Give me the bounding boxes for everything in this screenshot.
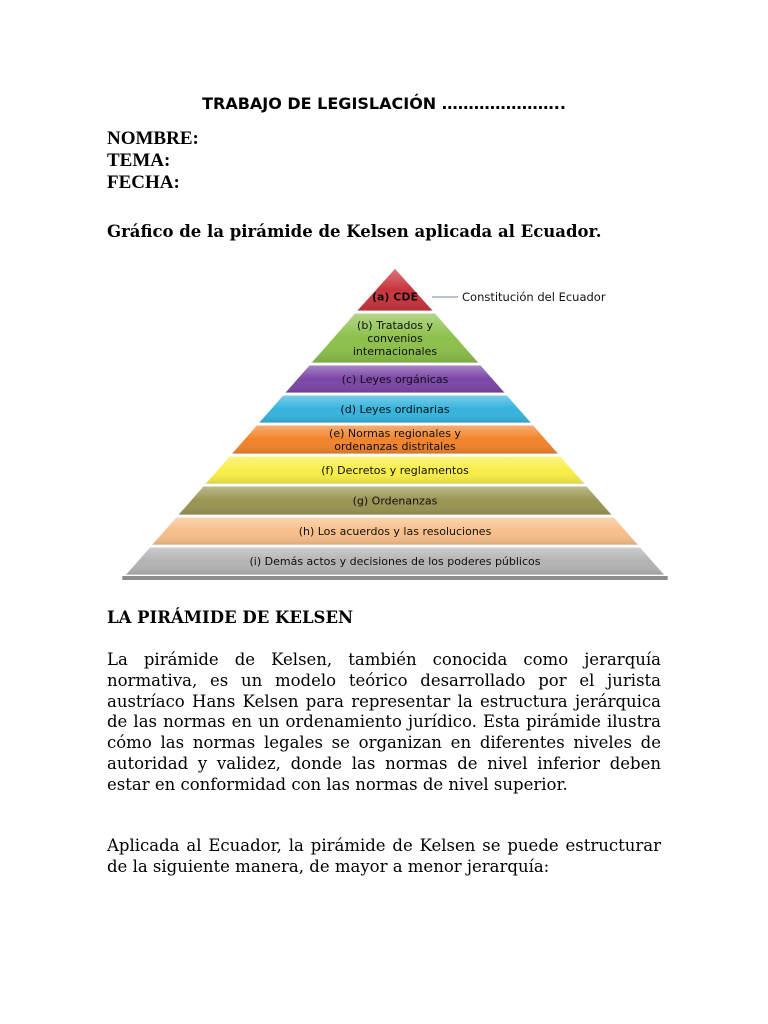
pyramid-level-label-2-2: convenios: [367, 332, 423, 345]
pyramid-level-label-2-1: (b) Tratados y: [357, 319, 433, 332]
pyramid-level-label-9-1: (i) Demás actos y decisiones de los poderes públicos: [249, 555, 541, 568]
callout-label: Constitución del Ecuador: [462, 290, 606, 304]
field-nombre: NOMBRE:: [107, 128, 199, 149]
pyramid-level-label-8-1: (h) Los acuerdos y las resoluciones: [298, 525, 492, 538]
paragraph-1: La pirámide de Kelsen, también conocida como jerarquía normativa, es un modelo teórico desarrollado por el jurista austríaco Hans Kelsen para representar la estructura jerárquica de las normas en un ordenamiento jurídico. Esta pirámide ilustra cómo las normas legales se organizan en diferentes niveles de autoridad y validez, donde las normas de nivel inferior deben estar en conformidad con las normas de nivel superior.: [107, 650, 661, 794]
pyramid-svg: [110, 262, 680, 592]
pyramid-level-label-5-2: ordenanzas distritales: [334, 440, 456, 453]
pyramid-level-label-1-1: (a) CDE: [371, 290, 419, 304]
field-tema: TEMA:: [107, 150, 171, 171]
pyramid-level-label-6-1: (f) Decretos y reglamentos: [321, 464, 469, 477]
header-fields: [107, 128, 199, 194]
document-title: TRABAJO DE LEGISLACIÓN …………………..: [202, 94, 566, 113]
field-fecha: FECHA:: [107, 172, 180, 193]
pyramid-level-shine-1: [356, 268, 433, 311]
pyramid-level-label-3-1: (c) Leyes orgánicas: [341, 373, 449, 386]
kelsen-pyramid: [110, 262, 680, 592]
pyramid-level-label-5-1: (e) Normas regionales y: [329, 427, 461, 440]
pyramid-level-label-2-3: internacionales: [352, 345, 438, 358]
pyramid-base: [122, 576, 667, 580]
paragraph-2: Aplicada al Ecuador, la pirámide de Kelsen se puede estructurar de la siguiente manera, de mayor a menor jerarquía:: [107, 836, 661, 876]
section-heading: LA PIRÁMIDE DE KELSEN: [107, 608, 354, 627]
pyramid-level-label-4-1: (d) Leyes ordinarias: [340, 403, 450, 416]
figure-caption: Gráfico de la pirámide de Kelsen aplicada al Ecuador.: [107, 222, 602, 241]
pyramid-level-label-7-1: (g) Ordenanzas: [352, 494, 438, 508]
